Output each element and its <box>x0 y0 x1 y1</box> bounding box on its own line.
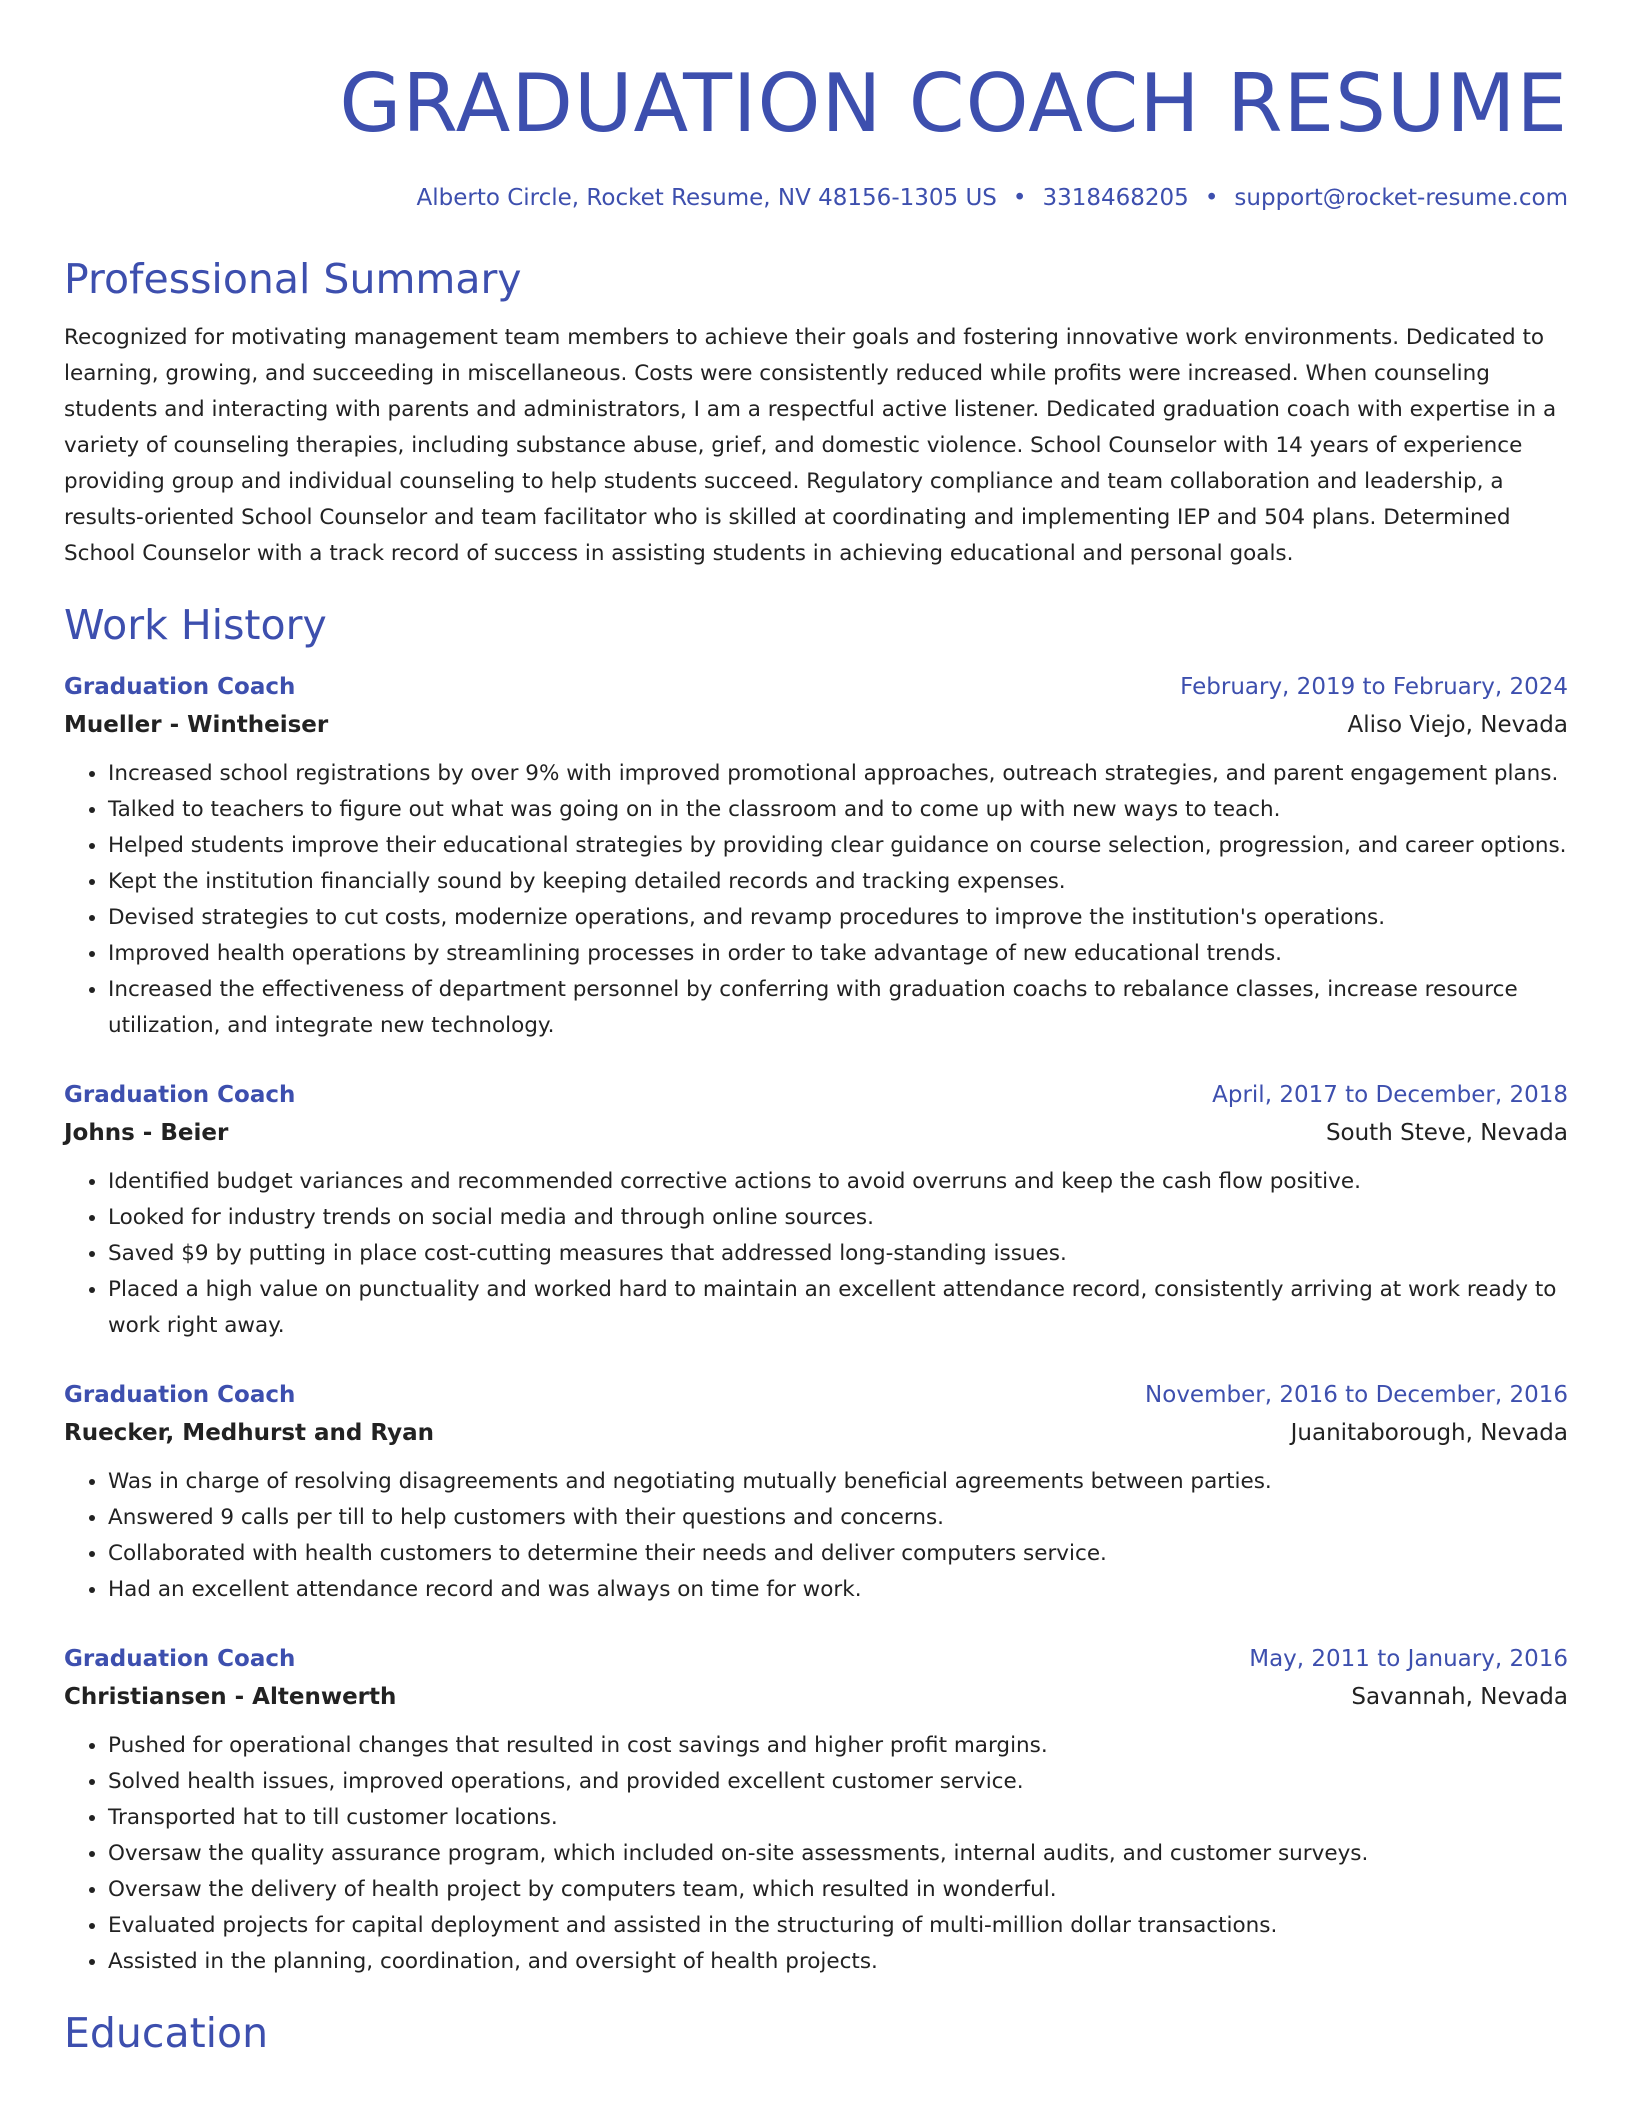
contact-address: Alberto Circle, Rocket Resume, NV 48156-1305 US <box>416 185 997 211</box>
job-bullet: • Kept the institution financially sound by keeping detailed records and tracking expenses. <box>108 864 1568 900</box>
job-title: Graduation Coach <box>64 1646 296 1672</box>
job-entry <box>64 1076 1568 1344</box>
job-title: Graduation Coach <box>64 674 296 700</box>
contact-phone: 3318468205 <box>1042 185 1189 211</box>
job-bullet: • Helped students improve their educational strategies by providing clear guidance on course selection, progression, and career options. <box>108 828 1568 864</box>
education-heading: Education <box>64 2009 269 2057</box>
contact-email: support@rocket-resume.com <box>1234 185 1568 211</box>
job-company-row <box>64 1678 1568 1716</box>
job-bullet: • Was in charge of resolving disagreements and negotiating mutually beneficial agreements between parties. <box>108 1464 1568 1500</box>
job-bullet-list <box>64 756 1568 1044</box>
job-location: Aliso Viejo, Nevada <box>1347 712 1568 738</box>
job-company: Johns - Beier <box>64 1120 229 1146</box>
summary-text: Recognized for motivating management team members to achieve their goals and fostering innovative work environments. Dedicated to learning, growing, and succeeding in miscellaneous. Costs were consistently reduced while profits were increased. When counseling students and interacting with parents and administrators, I am a respectful active listener. Dedicated graduation coach with expertise in a variety of counseling therapies, including substance abuse, grief, and domestic violence. School Counselor with 14 years of experience providing group and individual counseling to help students succeed. Regulatory compliance and team collaboration and leadership, a results-oriented School Counselor and team facilitator who is skilled at coordinating and implementing IEP and 504 plans. Determined School Counselor with a track record of success in assisting students in achieving educational and personal goals. <box>64 325 1557 566</box>
resume-page <box>64 0 1568 2058</box>
job-bullet: • Assisted in the planning, coordination, and oversight of health projects. <box>108 1944 1568 1980</box>
job-dates: April, 2017 to December, 2018 <box>1212 1082 1568 1108</box>
job-bullet: • Oversaw the quality assurance program, which included on-site assessments, internal audits, and customer surveys. <box>108 1836 1568 1872</box>
job-company: Ruecker, Medhurst and Ryan <box>64 1420 434 1446</box>
job-location: South Steve, Nevada <box>1325 1120 1568 1146</box>
job-bullet: • Placed a high value on punctuality and worked hard to maintain an excellent attendance record, consistently arriving at work ready to work right away. <box>108 1272 1568 1344</box>
job-bullet-list <box>64 1164 1568 1344</box>
job-bullet: • Devised strategies to cut costs, modernize operations, and revamp procedures to improve the institution's operations. <box>108 900 1568 936</box>
job-bullet: • Pushed for operational changes that resulted in cost savings and higher profit margins. <box>108 1728 1568 1764</box>
job-company-row <box>64 1414 1568 1452</box>
contact-separator: • <box>1204 185 1219 211</box>
job-bullet: • Talked to teachers to figure out what was going on in the classroom and to come up with new ways to teach. <box>108 792 1568 828</box>
job-dates: February, 2019 to February, 2024 <box>1180 674 1568 700</box>
job-company-row <box>64 1114 1568 1152</box>
job-entry <box>64 1376 1568 1608</box>
job-bullet: • Improved health operations by streamlining processes in order to take advantage of new educational trends. <box>108 936 1568 972</box>
job-header-row <box>64 1076 1568 1114</box>
job-company: Christiansen - Altenwerth <box>64 1684 397 1710</box>
job-bullet-list <box>64 1464 1568 1608</box>
job-bullet: • Evaluated projects for capital deployment and assisted in the structuring of multi-million dollar transactions. <box>108 1908 1568 1944</box>
job-company-row <box>64 706 1568 744</box>
job-bullet: • Saved $9 by putting in place cost-cutting measures that addressed long-standing issues. <box>108 1236 1568 1272</box>
job-bullet: • Identified budget variances and recommended corrective actions to avoid overruns and keep the cash flow positive. <box>108 1164 1568 1200</box>
job-bullet: • Solved health issues, improved operations, and provided excellent customer service. <box>108 1764 1568 1800</box>
job-location: Juanitaborough, Nevada <box>1290 1420 1568 1446</box>
job-bullet: • Answered 9 calls per till to help customers with their questions and concerns. <box>108 1500 1568 1536</box>
job-dates: November, 2016 to December, 2016 <box>1145 1382 1568 1408</box>
contact-separator: • <box>1012 185 1027 211</box>
job-bullet: • Increased school registrations by over 9% with improved promotional approaches, outreach strategies, and parent engagement plans. <box>108 756 1568 792</box>
job-location: Savannah, Nevada <box>1351 1684 1568 1710</box>
job-title: Graduation Coach <box>64 1382 296 1408</box>
job-entry <box>64 668 1568 1044</box>
job-dates: May, 2011 to January, 2016 <box>1249 1646 1568 1672</box>
job-bullet: • Had an excellent attendance record and was always on time for work. <box>108 1572 1568 1608</box>
summary-heading: Professional Summary <box>64 255 522 303</box>
job-bullet: • Transported hat to till customer locations. <box>108 1800 1568 1836</box>
job-entry <box>64 1640 1568 1980</box>
job-bullet: • Collaborated with health customers to determine their needs and deliver computers service. <box>108 1536 1568 1572</box>
job-header-row <box>64 668 1568 706</box>
job-header-row <box>64 1376 1568 1414</box>
job-bullet: • Increased the effectiveness of department personnel by conferring with graduation coachs to rebalance classes, increase resource utilization, and integrate new technology. <box>108 972 1568 1044</box>
job-bullet: • Looked for industry trends on social media and through online sources. <box>108 1200 1568 1236</box>
job-company: Mueller - Wintheiser <box>64 712 329 738</box>
contact-line <box>64 182 1568 214</box>
work-history-list <box>64 668 1568 1980</box>
job-title: Graduation Coach <box>64 1082 296 1108</box>
job-bullet: • Oversaw the delivery of health project by computers team, which resulted in wonderful. <box>108 1872 1568 1908</box>
job-header-row <box>64 1640 1568 1678</box>
work-history-heading: Work History <box>64 601 327 649</box>
resume-title: GRADUATION COACH RESUME <box>339 57 1568 150</box>
job-bullet-list <box>64 1728 1568 1980</box>
